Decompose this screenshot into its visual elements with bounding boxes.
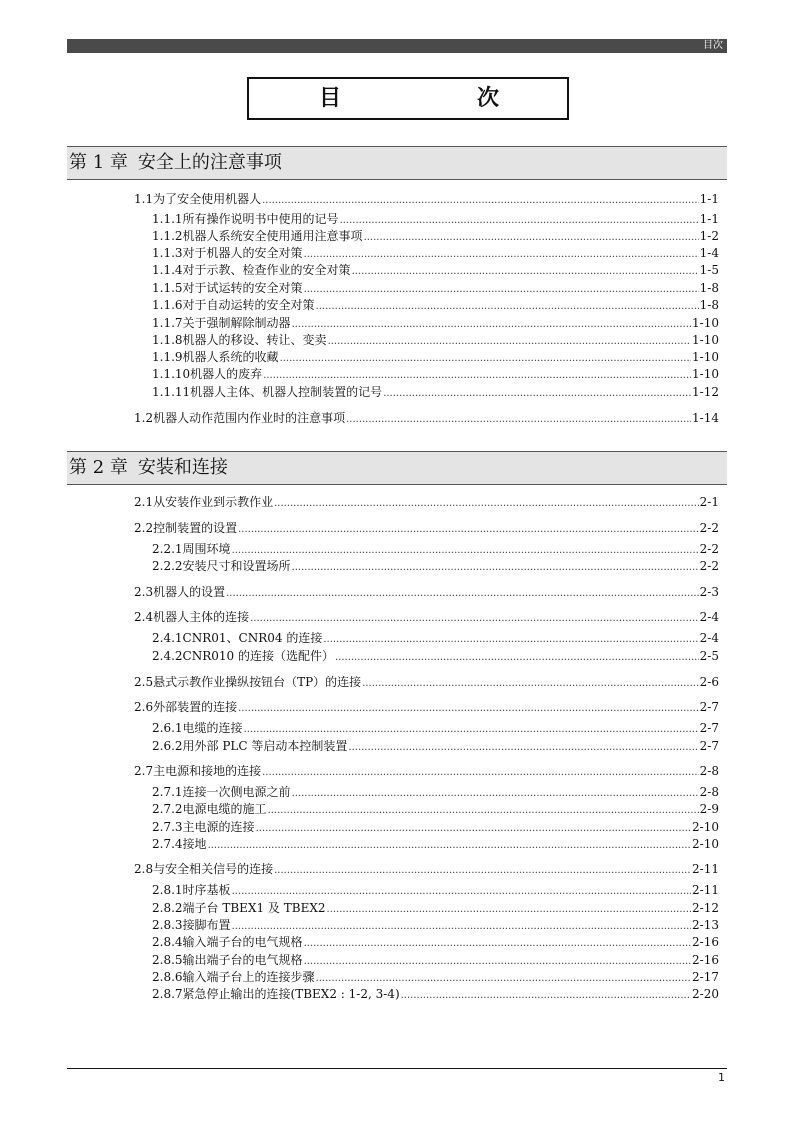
toc-entry-title: 对于示教、检查作业的安全对策 (182, 263, 351, 277)
toc-entry-title: 主电源的连接 (182, 820, 255, 834)
toc-entry-number: 1.1.5 (152, 281, 183, 295)
toc-entry-title: 从安装作业到示教作业 (153, 495, 274, 509)
toc-entry-page: 2-10 (692, 837, 719, 851)
document-title (247, 77, 569, 120)
dot-leader (316, 299, 699, 315)
toc-entry[interactable] (152, 917, 719, 933)
chapter-2-number: 第 2 章 (69, 457, 128, 478)
dot-leader (262, 765, 699, 781)
toc-entry-number: 2.8.6 (152, 970, 183, 984)
dot-leader (340, 213, 699, 229)
toc-entry-page: 2-7 (699, 700, 719, 714)
dot-leader (327, 902, 692, 918)
dot-leader (280, 351, 691, 367)
dot-leader (362, 676, 698, 692)
toc-entry-number: 2.4.2 (152, 649, 183, 663)
toc-entry-page: 2-13 (692, 918, 719, 932)
chapter-2-title: 安装和连接 (137, 457, 228, 478)
toc-entry[interactable] (152, 349, 719, 365)
toc-entry-number: 1.1.2 (152, 229, 183, 243)
toc-entry-title: 关于强制解除制动器 (182, 316, 291, 330)
toc-entry-number: 2.7.2 (152, 802, 183, 816)
toc-entry-page: 2-16 (692, 953, 719, 967)
dot-leader (323, 632, 698, 648)
toc-entry[interactable] (152, 384, 719, 400)
toc-entry[interactable] (152, 952, 719, 968)
toc-entry-page: 2-20 (692, 987, 719, 1001)
dot-leader (263, 368, 691, 384)
toc-entry-title: 输入端子台的电气规格 (182, 935, 303, 949)
toc-entry-page: 2-7 (699, 739, 719, 753)
toc-entry[interactable] (152, 836, 719, 852)
toc-entry-title: 周围环境 (182, 542, 231, 556)
toc-entry-page: 2-3 (699, 585, 719, 599)
dot-leader (256, 821, 691, 837)
toc-entry-title: 机器人系统的收藏 (182, 350, 279, 364)
toc-entry-title: 机器人动作范围内作业时的注意事项 (153, 411, 346, 425)
toc-entry-number: 2.7.4 (152, 837, 183, 851)
toc-entry[interactable] (152, 801, 719, 817)
toc-entry-number: 2.8 (134, 862, 154, 876)
toc-entry-number: 1.1.8 (152, 333, 183, 347)
toc-entry[interactable] (134, 410, 719, 426)
toc-entry-page: 1-1 (699, 212, 719, 226)
toc-entry-number: 1.1 (134, 192, 154, 206)
toc-entry-title: 输出端子台的电气规格 (182, 953, 303, 967)
toc-entry-number: 2.2.1 (152, 542, 183, 556)
toc-entry-number: 1.1.7 (152, 316, 183, 330)
dot-leader (383, 386, 691, 402)
toc-entry-title: 为了安全使用机器人 (153, 192, 262, 206)
dot-leader (352, 264, 699, 280)
toc-entry-number: 1.1.1 (152, 212, 183, 226)
toc-entry[interactable] (134, 674, 719, 690)
chapter-1-title: 安全上的注意事项 (137, 152, 282, 173)
toc-entry[interactable] (152, 630, 719, 646)
toc-entry[interactable] (152, 934, 719, 950)
toc-entry-title: 安装尺寸和设置场所 (182, 559, 291, 573)
toc-entry[interactable] (152, 784, 719, 800)
dot-leader (304, 936, 691, 952)
toc-entry-page: 1-1 (699, 192, 719, 206)
toc-entry-title: 接地 (182, 837, 207, 851)
header-bar (67, 39, 727, 53)
toc-entry[interactable] (152, 541, 719, 557)
toc-entry-title: 机器人的设置 (153, 585, 226, 599)
toc-entry[interactable] (152, 720, 719, 736)
toc-entry-number: 1.1.10 (152, 367, 191, 381)
dot-leader (238, 522, 699, 538)
dot-leader (335, 650, 699, 666)
toc-entry[interactable] (152, 882, 719, 898)
toc-entry-number: 2.8.2 (152, 901, 183, 915)
toc-entry[interactable] (152, 228, 719, 244)
toc-entry-number: 1.1.11 (152, 385, 191, 399)
toc-entry-page: 2-5 (699, 649, 719, 663)
toc-entry-title: 输入端子台上的连接步骤 (182, 970, 315, 984)
dot-leader (401, 988, 691, 1004)
toc-entry-number: 2.8.5 (152, 953, 183, 967)
toc-entry-title: 连接一次侧电源之前 (182, 785, 291, 799)
toc-entry-page: 2-6 (699, 675, 719, 689)
toc-entry[interactable] (134, 609, 719, 625)
toc-entry-title: 时序基板 (182, 883, 231, 897)
toc-entry-title: 对于自动运转的安全对策 (182, 298, 315, 312)
toc-entry[interactable] (134, 494, 719, 510)
toc-entry-page: 1-4 (699, 246, 719, 260)
dot-leader (232, 919, 691, 935)
toc-entry-page: 1-10 (692, 333, 719, 347)
toc-entry-number: 2.7.1 (152, 785, 183, 799)
toc-entry-page: 2-11 (692, 883, 719, 897)
chapter-2-heading (67, 451, 727, 485)
dot-leader (268, 803, 699, 819)
toc-entry-page: 2-8 (699, 764, 719, 778)
toc-entry-title: 与安全相关信号的连接 (153, 862, 274, 876)
toc-entry-title: CNR010 的连接（选配件） (182, 649, 334, 663)
toc-entry-title: 控制装置的设置 (153, 521, 238, 535)
chapter-1-heading (67, 146, 727, 180)
toc-entry-page: 1-10 (692, 316, 719, 330)
dot-leader (208, 838, 691, 854)
toc-entry-title: 电源电缆的施工 (182, 802, 267, 816)
dot-leader (274, 863, 691, 879)
dot-leader (292, 786, 699, 802)
toc-entry-number: 2.5 (134, 675, 154, 689)
toc-entry-page: 1-10 (692, 350, 719, 364)
footer-rule (67, 1068, 727, 1069)
toc-entry-page: 2-17 (692, 970, 719, 984)
toc-entry[interactable] (134, 763, 719, 779)
page-number: 1 (718, 1071, 725, 1084)
toc-entry[interactable] (152, 366, 719, 382)
toc-entry-page: 1-2 (699, 229, 719, 243)
toc-entry-page: 2-9 (699, 802, 719, 816)
toc-entry-number: 2.7 (134, 764, 154, 778)
toc-entry[interactable] (152, 738, 719, 754)
toc-entry[interactable] (134, 699, 719, 715)
toc-entry[interactable] (152, 986, 719, 1002)
toc-entry[interactable] (134, 861, 719, 877)
toc-entry-number: 1.1.6 (152, 298, 183, 312)
toc-entry-title: 机器人系统安全使用通用注意事项 (182, 229, 363, 243)
dot-leader (232, 884, 691, 900)
toc-entry[interactable] (152, 332, 719, 348)
toc-entry-number: 1.1.4 (152, 263, 183, 277)
toc-entry-page: 1-8 (699, 281, 719, 295)
toc-entry-number: 2.8.4 (152, 935, 183, 949)
dot-leader (244, 722, 699, 738)
dot-leader (346, 412, 691, 428)
toc-entry-page: 1-12 (692, 385, 719, 399)
toc-entry-title: 机器人主体、机器人控制装置的记号 (190, 385, 383, 399)
toc-entry-page: 2-16 (692, 935, 719, 949)
toc-entry-number: 2.2 (134, 521, 154, 535)
toc-entry[interactable] (152, 262, 719, 278)
toc-entry-number: 1.1.9 (152, 350, 183, 364)
toc-entry-title: 悬式示教作业操纵按钮台（TP）的连接 (153, 675, 362, 689)
dot-leader (304, 282, 699, 298)
toc-entry-page: 1-8 (699, 298, 719, 312)
dot-leader (274, 496, 699, 512)
toc-entry-title: 对于试运转的安全对策 (182, 281, 303, 295)
toc-entry-title: 用外部 PLC 等启动本控制装置 (182, 739, 348, 753)
toc-entry-page: 2-12 (692, 901, 719, 915)
toc-entry-title: 机器人主体的连接 (153, 610, 250, 624)
toc-entry-title: 电缆的连接 (182, 721, 243, 735)
toc-entry[interactable] (152, 558, 719, 574)
toc-entry-page: 1-14 (692, 411, 719, 425)
toc-entry[interactable] (152, 245, 719, 261)
toc-entry[interactable] (134, 584, 719, 600)
toc-entry-title: 端子台 TBEX1 及 TBEX2 (182, 901, 326, 915)
toc-entry[interactable] (134, 520, 719, 536)
dot-leader (292, 317, 691, 333)
toc-entry-page: 2-7 (699, 721, 719, 735)
toc-entry-number: 2.8.1 (152, 883, 183, 897)
toc-entry[interactable] (152, 900, 719, 916)
toc-entry-page: 2-11 (692, 862, 719, 876)
toc-entry-title: CNR01、CNR04 的连接 (182, 631, 323, 645)
toc-entry-page: 2-4 (699, 610, 719, 624)
toc-entry-number: 2.3 (134, 585, 154, 599)
header-section-label: 目次 (703, 40, 723, 51)
toc-entry-number: 2.2.2 (152, 559, 183, 573)
dot-leader (262, 193, 699, 209)
toc-entry-title: 外部装置的连接 (153, 700, 238, 714)
dot-leader (226, 586, 699, 602)
toc-entry-page: 1-10 (692, 367, 719, 381)
toc-entry[interactable] (152, 211, 719, 227)
toc-entry-number: 2.6 (134, 700, 154, 714)
toc-entry[interactable] (152, 969, 719, 985)
toc-entry-number: 2.8.3 (152, 918, 183, 932)
title-char-1: 目 (319, 86, 342, 111)
toc-entry-number: 2.8.7 (152, 987, 183, 1001)
toc-entry-title: 对于机器人的安全对策 (182, 246, 303, 260)
toc-entry-number: 2.6.1 (152, 721, 183, 735)
toc-entry[interactable] (152, 280, 719, 296)
dot-leader (348, 740, 698, 756)
toc-entry-title: 紧急停止输出的连接(TBEX2 : 1-2, 3-4) (182, 987, 400, 1001)
toc-entry[interactable] (152, 315, 719, 331)
dot-leader (232, 543, 699, 559)
dot-leader (292, 560, 699, 576)
toc-entry-page: 2-10 (692, 820, 719, 834)
dot-leader (364, 230, 699, 246)
toc-entry-page: 1-5 (699, 263, 719, 277)
toc-entry-number: 2.4 (134, 610, 154, 624)
toc-entry[interactable] (152, 648, 719, 664)
chapter-1-number: 第 1 章 (69, 152, 128, 173)
dot-leader (304, 247, 699, 263)
toc-entry-number: 2.1 (134, 495, 154, 509)
toc-entry-page: 2-2 (699, 542, 719, 556)
toc-entry[interactable] (152, 819, 719, 835)
dot-leader (328, 334, 691, 350)
toc-entry-title: 接脚布置 (182, 918, 231, 932)
dot-leader (304, 954, 691, 970)
toc-entry-number: 2.4.1 (152, 631, 183, 645)
toc-entry[interactable] (152, 297, 719, 313)
toc-entry-title: 所有操作说明书中使用的记号 (182, 212, 339, 226)
toc-entry-title: 机器人的移设、转让、变卖 (182, 333, 327, 347)
toc-entry-title: 机器人的废弃 (190, 367, 263, 381)
dot-leader (250, 611, 699, 627)
toc-entry-number: 1.2 (134, 411, 154, 425)
toc-entry-number: 2.7.3 (152, 820, 183, 834)
toc-entry-number: 1.1.3 (152, 246, 183, 260)
toc-entry-page: 2-8 (699, 785, 719, 799)
toc-entry-title: 主电源和接地的连接 (153, 764, 262, 778)
dot-leader (238, 701, 699, 717)
toc-entry-page: 2-1 (699, 495, 719, 509)
toc-entry-page: 2-2 (699, 521, 719, 535)
toc-entry-number: 2.6.2 (152, 739, 183, 753)
title-char-2: 次 (477, 86, 500, 111)
dot-leader (316, 971, 691, 987)
toc-entry-page: 2-4 (699, 631, 719, 645)
toc-entry-page: 2-2 (699, 559, 719, 573)
toc-entry[interactable] (134, 191, 719, 207)
